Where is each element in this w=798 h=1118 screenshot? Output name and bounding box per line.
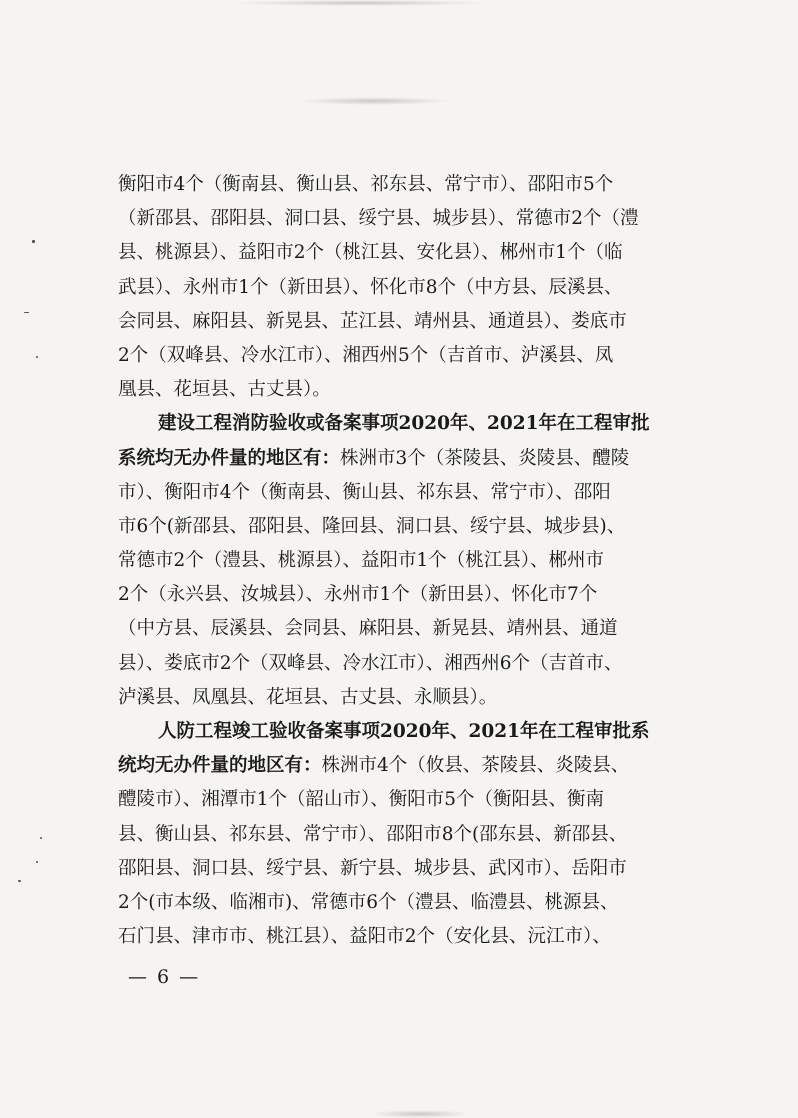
page-number: — 6 — — [128, 966, 201, 988]
paragraph-3-line: 邵阳县、洞口县、绥宁县、新宁县、城步县、武冈市）、岳阳市 — [118, 857, 627, 879]
paragraph-3-heading-cont: 统均无办件量的地区有： — [118, 755, 322, 777]
scan-speck — [32, 240, 35, 243]
paragraph-1-line: 衡阳市4个（衡南县、衡山县、祁东县、常宁市）、邵阳市5个 — [118, 174, 614, 195]
paragraph-3-heading: 人防工程竣工验收备案事项2020年、2021年在工程审批系 — [158, 721, 650, 742]
paragraph-1-line: 会同县、麻阳县、新晃县、芷江县、靖州县、通道县）、娄底市 — [118, 310, 627, 332]
paragraph-3-line — [118, 749, 678, 783]
paragraph-2-line: 市）、衡阳市4个（衡南县、衡山县、祁东县、常宁市）、邵阳 — [118, 481, 611, 503]
paragraph-1-line: 2个（双峰县、冷水江市）、湘西州5个（吉首市、泸溪县、凤 — [118, 344, 614, 366]
paragraph-2-line: 2个（永兴县、汝城县）、永州市1个（新田县）、怀化市7个 — [118, 584, 598, 606]
body-text — [118, 168, 678, 954]
scan-speck — [40, 837, 42, 839]
scan-speck — [36, 861, 38, 863]
paragraph-1-line: 武县）、永州市1个（新田县）、怀化市8个（中方县、辰溪县、 — [118, 276, 623, 298]
scan-speck — [18, 880, 21, 882]
paragraph-3-line: 石门县、津市市、桃江县）、益阳市2个（安化县、沅江市）、 — [118, 926, 611, 948]
paragraph-2-heading: 建设工程消防验收或备案事项2020年、2021年在工程审批 — [158, 413, 650, 435]
scan-speck — [36, 356, 38, 358]
paragraph-2-line: 泸溪县、凤凰县、花垣县、古丈县、永顺县）。 — [118, 686, 498, 708]
paragraph-3-text: 株洲市4个（攸县、茶陵县、炎陵县、 — [321, 755, 630, 777]
paragraph-1-line: （新邵县、邵阳县、洞口县、绥宁县、城步县）、常德市2个（澧 — [118, 208, 639, 230]
paragraph-3-line: 2个(市本级、临湘市)、常德市6个（澧县、临澧县、桃源县、 — [118, 891, 619, 913]
paragraph-2-line: 县）、娄底市2个（双峰县、冷水江市）、湘西州6个（吉首市、 — [118, 652, 623, 674]
paragraph-2-line: 常德市2个（澧县、桃源县）、益阳市1个（桃江县）、郴州市 — [118, 550, 605, 572]
paragraph-3-line: 县、衡山县、祁东县、常宁市）、邵阳市8个(邵东县、新邵县、 — [118, 823, 628, 845]
paragraph-2-line: （中方县、辰溪县、会同县、麻阳县、新晃县、靖州县、通道 — [118, 618, 618, 640]
paragraph-2-line — [118, 442, 678, 476]
paragraph-1-line: 凰县、花垣县、古丈县）。 — [118, 379, 331, 401]
scan-artifact — [230, 0, 490, 6]
paragraph-2-heading-cont: 系统均无办件量的地区有： — [118, 447, 341, 469]
scan-speck — [24, 312, 29, 313]
scan-artifact — [370, 1110, 470, 1118]
paragraph-3-line: 醴陵市）、湘潭市1个（韶山市）、衡阳市5个（衡阳县、衡南 — [118, 789, 605, 811]
paragraph-1-line: 县、桃源县）、益阳市2个（桃江县、安化县）、郴州市1个（临 — [118, 242, 623, 264]
scan-artifact — [300, 97, 450, 105]
paragraph-2-line: 市6个(新邵县、邵阳县、隆回县、洞口县、绥宁县、城步县)、 — [118, 515, 626, 537]
paragraph-2-text: 株洲市3个（茶陵县、炎陵县、醴陵 — [340, 447, 630, 469]
